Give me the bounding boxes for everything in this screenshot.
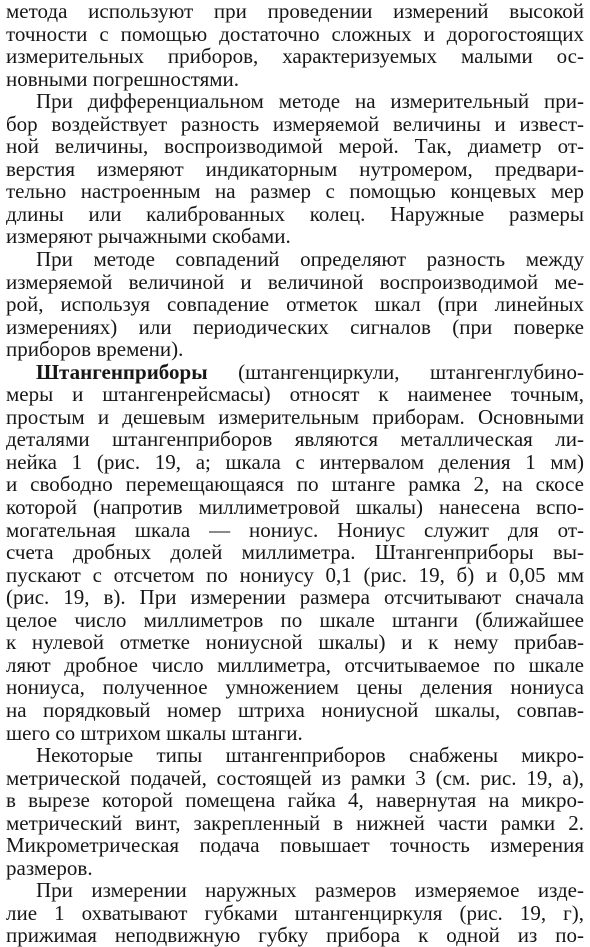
text-line: счета дробных долей миллиметра. Штангенприборы вы- (6, 540, 584, 565)
text-line (6, 361, 584, 384)
text-line: приборов времени). (6, 337, 184, 362)
text-line: При измерении наружных размеров измеряемое изде- (36, 878, 584, 903)
text-line: Микрометрическая подача повышает точность измерения (6, 833, 584, 858)
text-line: прижимая неподвижную губку прибора к одной из по- (6, 923, 584, 947)
text-line: бор воздействует разность измеряемой величины и извест- (6, 111, 584, 136)
paragraph-3 (6, 248, 584, 361)
text-line: измерительных приборов, характеризуемых малыми ос- (6, 44, 584, 69)
term-shtangenpribory: Штангенприборы (36, 359, 208, 384)
text-span: (штангенциркули, штангенглубино- (207, 359, 584, 384)
text-line: деталями штангенприборов являются металлическая ли- (6, 427, 584, 452)
text-line: измеряют рычажными скобами. (6, 224, 291, 249)
text-line: При методе совпадений определяют разность между (36, 247, 584, 272)
text-line: ляют дробное число миллиметра, отсчитываемое по шкале (6, 652, 584, 677)
text-line: могательная шкала — нониус. Нониус служит для от- (6, 517, 584, 542)
paragraph-5 (6, 744, 584, 879)
document-page (6, 0, 584, 947)
text-line: рой, используя совпадение отметок шкал (при линейных (6, 292, 584, 317)
text-line: меры и штангенрейсмасы) относят к наименее точным, (6, 382, 584, 407)
text-line: на порядковый номер штриха нониусной шкалы, совпав- (6, 697, 584, 722)
text-line: При дифференциальном методе на измерительный при- (36, 89, 584, 114)
text-line: нониуса, полученное умножением цены деления нониуса (6, 675, 584, 700)
text-line: (рис. 19, в). При измерении размера отсчитывают сначала (6, 585, 584, 610)
text-line: измерениях) или периодических сигналов (при поверке (6, 314, 584, 339)
text-line: лие 1 охватывают губками штангенциркуля (рис. 19, г), (6, 900, 584, 925)
text-line: целое число миллиметров по шкале штанги (ближайшее (6, 607, 584, 632)
text-line: метрической подачей, состоящей из рамки 3 (см. рис. 19, а), (6, 765, 584, 790)
text-line: Некоторые типы штангенприборов снабжены микро- (36, 743, 584, 768)
text-line: измеряемой величиной и величиной воспроизводимой ме- (6, 269, 584, 294)
text-line: метрический винт, закрепленный в нижней части рамки 2. (6, 810, 584, 835)
text-line: которой (напротив миллиметровой шкалы) нанесена вспо- (6, 495, 584, 520)
paragraph-6 (6, 879, 584, 947)
paragraph-1 (6, 0, 584, 90)
text-line: пускают с отсчетом по нониусу 0,1 (рис. 19, б) и 0,05 мм (6, 562, 584, 587)
text-line: тельно настроенным на размер с помощью концевых мер (6, 179, 584, 204)
text-line: шего со штрихом шкалы штанги. (6, 720, 303, 745)
text-line: точности с помощью достаточно сложных и дорогостоящих (6, 21, 584, 46)
text-line: в вырезе которой помещена гайка 4, навернутая на микро- (6, 788, 584, 813)
text-line: верстия измеряют индикаторным нутромером, предвари- (6, 156, 584, 181)
text-line: нейка 1 (рис. 19, а; шкала с интервалом деления 1 мм) (6, 449, 584, 474)
text-line: простым и дешевым измерительным приборам. Основными (6, 404, 584, 429)
text-line: и свободно перемещающаяся по штанге рамка 2, на скосе (6, 472, 584, 497)
paragraph-4 (6, 361, 584, 744)
text-line: размеров. (6, 855, 93, 880)
text-line: метода используют при проведении измерений высокой (6, 0, 584, 23)
paragraph-2 (6, 90, 584, 248)
text-line: ной величины, воспроизводимой мерой. Так, диаметр от- (6, 134, 584, 159)
text-line: длины или калиброванных колец. Наружные размеры (6, 201, 584, 226)
text-line: к нулевой отметке нониусной шкалы) и к нему прибав- (6, 630, 584, 655)
text-line: новными погрешностями. (6, 66, 240, 91)
